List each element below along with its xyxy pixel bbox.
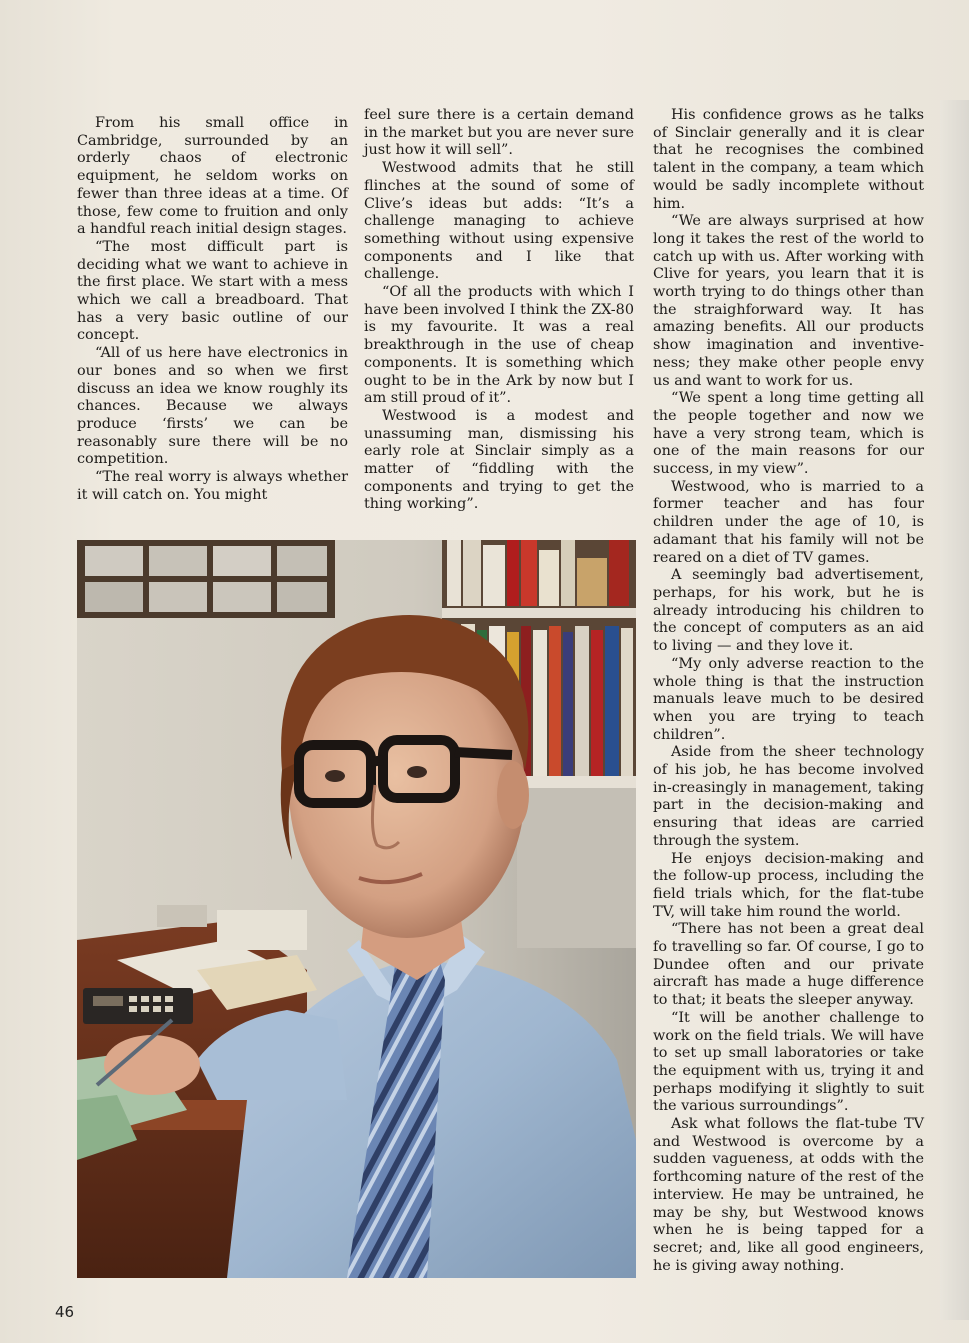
paragraph: “Of all the products with which I have been involved I think the ZX-80 is my favourite. It was a real breakthrough in the use of cheap components. It is something which ought to be in the Ark by now but I am still proud of it”. [364,284,634,407]
article-column-2 [364,107,634,514]
paragraph: His confidence grows as he talks of Sinclair generally and it is clear that he recognises the combined talent in the company, a team which would be sadly incomplete without him. [653,107,924,212]
paragraph: Westwood admits that he still flinches at the sound of some of Clive’s ideas but adds: “It’s a challenge managing to achieve something without using expensive components and I like that challenge. [364,160,634,283]
paragraph: Ask what follows the flat-tube TV and Westwood is overcome by a sudden vagueness, at odds with the forthcoming nature of the rest of the interview. He may be untrained, he may be shy, but Westwood knows when he is being tapped for a secret; and, like all good engineers, he is giving away nothing. [653,1116,924,1274]
paragraph: “The most difficult part is deciding what we want to achieve in the first place. We start with a mess which we call a breadboard. That has a very basic outline of our concept. [77,238,348,344]
paragraph: feel sure there is a certain demand in the market but you are never sure just how it will sell”. [364,107,634,159]
paragraph: “My only adverse reaction to the whole thing is that the instruction manuals leave much to be desired when you are trying to teach children”. [653,655,924,743]
article-column-1 [77,115,348,504]
page-number: 46 [55,1303,75,1321]
paragraph: “There has not been a great deal fo travelling so far. Of course, I go to Dundee often and our private aircraft has made a huge difference to that; it beats the sleeper anyway. [653,921,924,1009]
paragraph: Aside from the sheer technology of his job, he has become involved in-creasingly in management, taking part in the decision-making and ensuring that ideas are carried through the system. [653,744,924,849]
paragraph: “The real worry is always whether it will catch on. You might [77,469,348,503]
facing-page-edge [940,100,969,1320]
article-column-3 [653,107,924,1275]
paragraph: “It will be another challenge to work on the field trials. We will have to set up small laboratories or take the equipment with us, trying it and perhaps modifying it slightly to suit the various surroundings”. [653,1009,924,1115]
paragraph: Westwood, who is married to a former teacher and has four children under the age of 10, is adamant that his family will not be reared on a diet of TV games. [653,478,924,566]
paragraph: “We spent a long time getting all the people together and now we have a very strong team, which is one of the main reasons for our success, in my view”. [653,390,924,478]
paragraph: A seemingly bad advertisement, perhaps, for his work, but he is already introducing his children to the concept of computers as an aid to living — and they love it. [653,567,924,655]
paragraph: “All of us here have electronics in our bones and so when we first discuss an idea we know roughly its chances. Because we always produce ‘firsts’ we can be reasonably sure there will be no competition. [77,345,348,468]
paragraph: He enjoys decision-making and the follow-up process, including the field trials which, for the flat-tube TV, will take him round the world. [653,850,924,920]
paragraph: “We are always surprised at how long it takes the rest of the world to catch up with us. After working with Clive for years, you learn that it is worth trying to do things other than the straighforward way. It has amazing benefits. All our products show imagination and inventive-ness; they make other people envy us and want to work for us. [653,213,924,389]
paragraph: Westwood is a modest and unassuming man, dismissing his early role at Sinclair simply as a matter of “fiddling with the components and trying to get the thing working”. [364,407,634,513]
paragraph: From his small office in Cambridge, surrounded by an orderly chaos of electronic equipment, he seldom works on fewer than three ideas at a time. Of those, few come to fruition and only a handful reach initial design stages. [77,115,348,238]
portrait-photo [77,540,636,1278]
